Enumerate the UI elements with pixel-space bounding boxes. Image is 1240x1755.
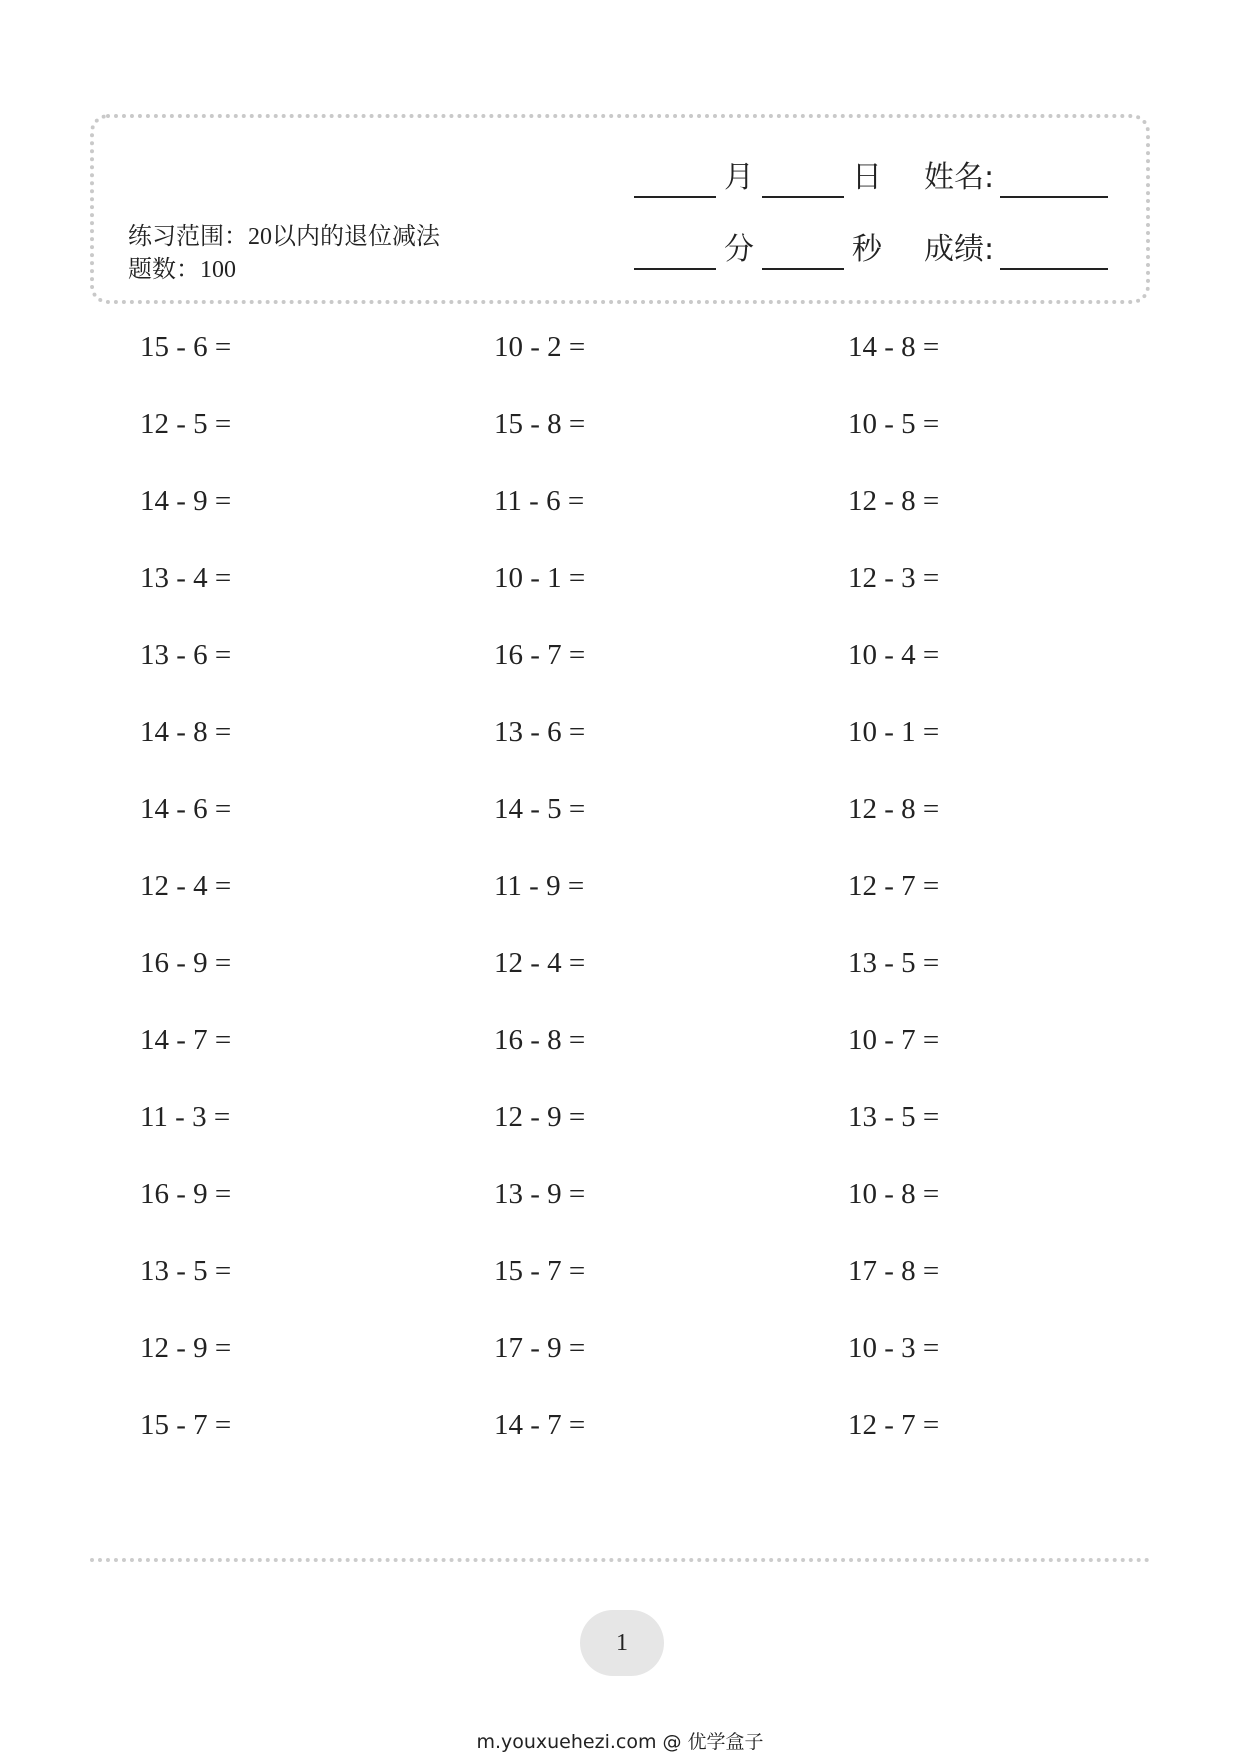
problem-item: 16 - 7 =: [494, 639, 586, 671]
count-label: 题数：: [128, 255, 200, 283]
problem-item: 12 - 8 =: [848, 793, 940, 825]
problem-item: 14 - 6 =: [140, 793, 232, 825]
problem-item: 15 - 8 =: [494, 408, 586, 440]
month-label: 月: [724, 160, 754, 195]
problem-item: 14 - 7 =: [494, 1409, 586, 1441]
score-label: 成绩:: [924, 232, 995, 267]
problem-item: 10 - 8 =: [848, 1178, 940, 1210]
problem-item: 11 - 3 =: [140, 1101, 231, 1133]
day-label: 日: [852, 160, 882, 195]
day-blank[interactable]: [762, 196, 844, 198]
score-blank[interactable]: [1000, 268, 1108, 270]
problem-item: 12 - 5 =: [140, 408, 232, 440]
problem-item: 10 - 5 =: [848, 408, 940, 440]
header-box: [90, 114, 1150, 304]
problem-item: 10 - 3 =: [848, 1332, 940, 1364]
scope-rest: 以内的退位减法: [272, 222, 440, 250]
problem-item: 17 - 8 =: [848, 1255, 940, 1287]
problem-item: 14 - 8 =: [140, 716, 232, 748]
page-number-badge: [580, 1610, 664, 1676]
problem-item: 14 - 7 =: [140, 1024, 232, 1056]
name-blank[interactable]: [1000, 196, 1108, 198]
page-number: 1: [616, 1629, 628, 1656]
problem-item: 13 - 6 =: [140, 639, 232, 671]
problem-item: 10 - 7 =: [848, 1024, 940, 1056]
problem-item: 12 - 9 =: [494, 1101, 586, 1133]
minute-label: 分: [724, 232, 754, 267]
problem-item: 14 - 9 =: [140, 485, 232, 517]
problem-item: 13 - 4 =: [140, 562, 232, 594]
problem-item: 16 - 9 =: [140, 947, 232, 979]
problem-item: 12 - 9 =: [140, 1332, 232, 1364]
date-name-row: [94, 158, 1146, 198]
problem-item: 12 - 3 =: [848, 562, 940, 594]
problem-item: 10 - 2 =: [494, 331, 586, 363]
problem-item: 12 - 7 =: [848, 870, 940, 902]
problem-item: 12 - 4 =: [494, 947, 586, 979]
problem-item: 13 - 9 =: [494, 1178, 586, 1210]
time-score-row: [94, 230, 1146, 270]
bottom-divider: [90, 1558, 1150, 1562]
problem-item: 15 - 7 =: [140, 1409, 232, 1441]
count-value: 100: [200, 257, 236, 283]
minute-blank[interactable]: [634, 268, 716, 270]
problem-item: 13 - 5 =: [848, 1101, 940, 1133]
problem-item: 15 - 7 =: [494, 1255, 586, 1287]
problem-item: 16 - 9 =: [140, 1178, 232, 1210]
name-label: 姓名:: [924, 160, 995, 195]
problem-item: 12 - 8 =: [848, 485, 940, 517]
second-label: 秒: [852, 232, 882, 267]
problem-item: 13 - 6 =: [494, 716, 586, 748]
problem-item: 11 - 6 =: [494, 485, 585, 517]
problem-item: 13 - 5 =: [848, 947, 940, 979]
problem-item: 12 - 7 =: [848, 1409, 940, 1441]
problem-item: 10 - 4 =: [848, 639, 940, 671]
scope-number: 20: [248, 224, 272, 250]
problem-item: 16 - 8 =: [494, 1024, 586, 1056]
problem-item: 14 - 5 =: [494, 793, 586, 825]
month-blank[interactable]: [634, 196, 716, 198]
problem-item: 12 - 4 =: [140, 870, 232, 902]
second-blank[interactable]: [762, 268, 844, 270]
footer-credit: m.youxuehezi.com @ 优学盒子: [476, 1731, 764, 1753]
problem-item: 14 - 8 =: [848, 331, 940, 363]
problem-item: 17 - 9 =: [494, 1332, 586, 1364]
problem-item: 11 - 9 =: [494, 870, 585, 902]
problem-item: 10 - 1 =: [494, 562, 586, 594]
problem-item: 13 - 5 =: [140, 1255, 232, 1287]
problem-item: 15 - 6 =: [140, 331, 232, 363]
problem-item: 10 - 1 =: [848, 716, 940, 748]
scope-label: 练习范围：: [128, 222, 248, 250]
